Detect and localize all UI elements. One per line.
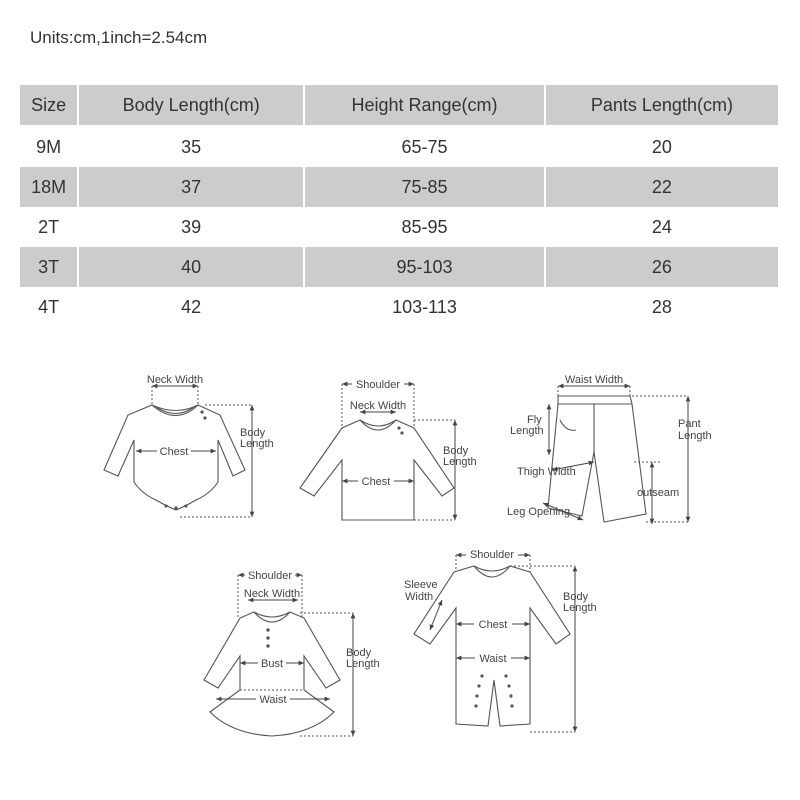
measurement-diagrams	[0, 360, 800, 800]
cell-pants-length: 20	[651, 136, 672, 157]
cell-pants-length: 28	[651, 296, 672, 317]
pants-waist-width-label: Waist Width	[564, 374, 624, 386]
cell-height-range: 85-95	[401, 216, 448, 237]
cell-size: 9M	[36, 136, 62, 157]
romper-waist-label: Waist	[479, 653, 507, 665]
cell-height-range: 95-103	[305, 247, 544, 287]
cell-size: 18M	[20, 167, 77, 207]
table-row	[20, 207, 778, 247]
dress-body-length-label-1: Body	[346, 647, 372, 659]
cell-body-length: 35	[181, 136, 202, 157]
cell-size: 4T	[38, 296, 60, 317]
shirt-neck-width-label: Neck Width	[349, 400, 407, 412]
table-row	[20, 287, 778, 327]
cell-pants-length: 26	[546, 247, 778, 287]
column-header-pants-length: Pants Length(cm)	[546, 85, 778, 127]
pants-fly-length-label-1: Fly	[527, 414, 542, 426]
romper-shoulder-label: Shoulder	[469, 549, 515, 561]
dress-waist-label: Waist	[259, 694, 287, 706]
dress-bust-label: Bust	[260, 658, 284, 670]
dress-neck-width-label: Neck Width	[243, 588, 301, 600]
table-row	[20, 167, 778, 207]
romper-body-length-label-2: Length	[563, 602, 597, 614]
cell-height-range: 103-113	[392, 296, 457, 317]
pants-diagram	[507, 374, 712, 524]
bodysuit-body-length-label-1: Body	[240, 427, 266, 439]
dress-diagram	[204, 568, 380, 736]
bodysuit-neck-width-label: Neck Width	[146, 374, 204, 386]
romper-chest-label: Chest	[478, 619, 508, 631]
pants-outseam-label: outseam	[637, 487, 680, 499]
shirt-chest-label: Chest	[361, 476, 391, 488]
pants-thigh-width-label: Thigh Width	[517, 466, 576, 478]
pants-pant-length-label-2: Length	[678, 430, 712, 442]
shirt-body-length-label-1: Body	[443, 445, 469, 457]
table-row	[20, 247, 778, 287]
pants-fly-length-label-2: Length	[510, 425, 544, 437]
shirt-diagram	[300, 377, 477, 520]
romper-sleeve-width-label-2: Width	[405, 591, 434, 603]
cell-body-length: 40	[79, 247, 303, 287]
units-note: Units:cm,1inch=2.54cm	[30, 28, 208, 47]
cell-pants-length: 22	[546, 167, 778, 207]
bodysuit-diagram	[104, 374, 274, 517]
cell-pants-length: 24	[651, 216, 672, 237]
cell-body-length: 39	[181, 216, 202, 237]
dress-body-length-label-2: Length	[346, 658, 380, 670]
cell-body-length: 42	[181, 296, 202, 317]
size-chart-table	[18, 85, 780, 327]
pants-pant-length-label-1: Pant	[678, 418, 701, 430]
cell-size: 3T	[20, 247, 77, 287]
bodysuit-body-length-label-2: Length	[240, 438, 274, 450]
romper-body-length-label-1: Body	[563, 591, 589, 603]
shirt-shoulder-label: Shoulder	[355, 379, 401, 391]
dress-shoulder-label: Shoulder	[247, 570, 293, 582]
cell-height-range: 75-85	[305, 167, 544, 207]
column-header-size: Size	[20, 85, 77, 127]
column-header-body-length: Body Length(cm)	[79, 85, 303, 127]
pants-leg-opening-label: Leg Opening	[507, 506, 570, 518]
cell-size: 2T	[38, 216, 60, 237]
column-header-height-range: Height Range(cm)	[305, 85, 544, 127]
romper-sleeve-width-label-1: Sleeve	[404, 579, 438, 591]
table-header-row	[20, 85, 778, 127]
cell-height-range: 65-75	[401, 136, 448, 157]
shirt-body-length-label-2: Length	[443, 456, 477, 468]
bodysuit-chest-label: Chest	[159, 446, 189, 458]
romper-diagram	[404, 548, 597, 732]
table-row	[20, 127, 778, 167]
cell-body-length: 37	[79, 167, 303, 207]
